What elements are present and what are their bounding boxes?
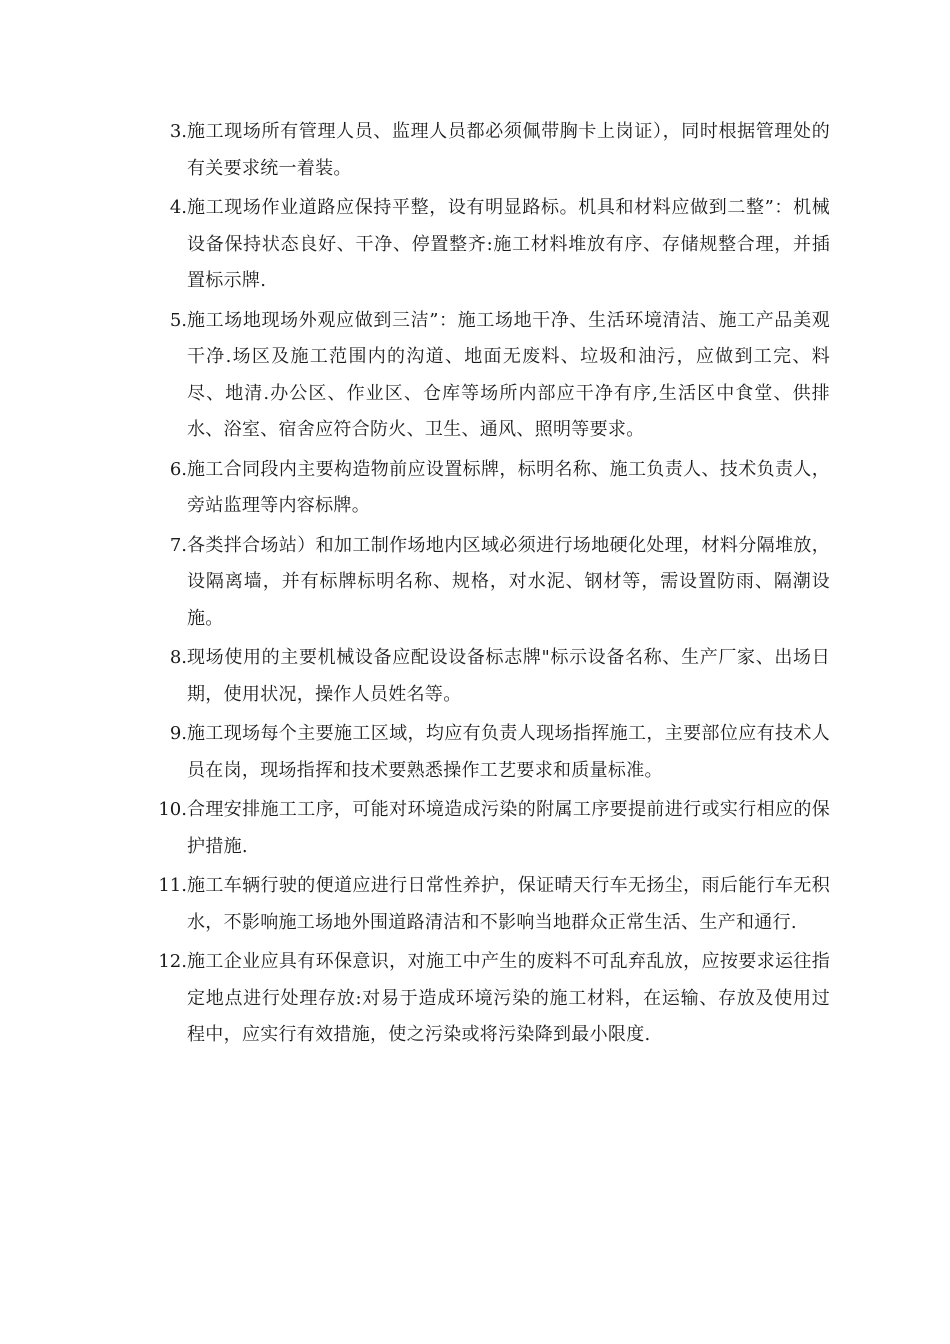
item-text: 施工现场每个主要施工区域，均应有负责人现场指挥施工，主要部位应有技术人员在岗，现场指挥和技术要熟悉操作工艺要求和质量标准。 xyxy=(187,723,830,781)
list-item xyxy=(140,452,830,525)
list-item xyxy=(140,792,830,865)
list-item xyxy=(140,190,830,300)
item-number-text: 5. xyxy=(169,309,187,331)
item-number-text: 4. xyxy=(169,197,187,218)
list-item xyxy=(140,114,830,187)
item-number xyxy=(140,716,187,753)
item-text: 施工车辆行驶的便道应进行日常性养护，保证晴天行车无扬尘，雨后能行车无积水，不影响施工场地外围道路清洁和不影响当地群众正常生活、生产和通行. xyxy=(187,875,830,933)
item-number xyxy=(140,452,187,489)
item-number-text: 9. xyxy=(169,723,187,744)
list-item xyxy=(140,716,830,789)
item-text: 施工企业应具有环保意识，对施工中产生的废料不可乱弃乱放，应按要求运往指定地点进行处理存放:对易于造成环境污染的施工材料，在运输、存放及使用过程中，应实行有效措施，使之污染或将污染降到最小限度. xyxy=(187,951,830,1045)
list-item xyxy=(140,303,830,449)
item-number xyxy=(140,303,187,340)
item-number xyxy=(140,868,187,905)
item-number xyxy=(140,528,187,565)
list-item xyxy=(140,868,830,941)
item-number-text: 7. xyxy=(169,534,187,556)
item-number-text: 3. xyxy=(169,121,187,142)
item-text: 现场使用的主要机械设备应配设设备标志牌"标示设备名称、生产厂家、出场日期，使用状况，操作人员姓名等。 xyxy=(187,647,830,705)
item-number xyxy=(140,792,187,829)
item-number-text: 6. xyxy=(169,458,187,480)
item-text: 施工合同段内主要构造物前应设置标牌，标明名称、施工负责人、技术负责人，旁站监理等内容标牌。 xyxy=(187,458,830,516)
item-number xyxy=(140,640,187,677)
item-text: 施工场地现场外观应做到三洁”：施工场地干净、生活环境清洁、施工产品美观干净.场区及施工范围内的沟道、地面无废料、垃圾和油污，应做到工完、料尽、地清.办公区、作业区、仓库等场所内部应干净有序,生活区中食堂、供排水、浴室、宿舍应符合防火、卫生、通风、照明等要求。 xyxy=(187,309,830,440)
item-text: 施工现场所有管理人员、监理人员都必须佩带胸卡上岗证），同时根据管理处的有关要求统一着装。 xyxy=(187,121,830,179)
regulation-list xyxy=(140,114,830,1057)
item-number-text: 11. xyxy=(158,875,187,896)
item-number xyxy=(140,944,187,981)
list-item xyxy=(140,640,830,713)
item-number-text: 12. xyxy=(158,951,187,972)
item-text: 各类拌合场站）和加工制作场地内区域必须进行场地硬化处理，材料分隔堆放，设隔离墙，并有标牌标明名称、规格，对水泥、钢材等，需设置防雨、隔潮设施。 xyxy=(187,534,830,629)
item-number-text: 10. xyxy=(158,799,187,820)
item-number xyxy=(140,114,187,151)
item-text: 施工现场作业道路应保持平整，设有明显路标。机具和材料应做到二整”：机械设备保持状态良好、干净、停置整齐:施工材料堆放有序、存储规整合理，并插置标示牌. xyxy=(187,197,830,291)
item-text: 合理安排施工工序，可能对环境造成污染的附属工序要提前进行或实行相应的保护措施. xyxy=(187,799,830,857)
item-number-text: 8. xyxy=(169,647,187,668)
list-item xyxy=(140,944,830,1054)
item-number xyxy=(140,190,187,227)
list-item xyxy=(140,528,830,638)
